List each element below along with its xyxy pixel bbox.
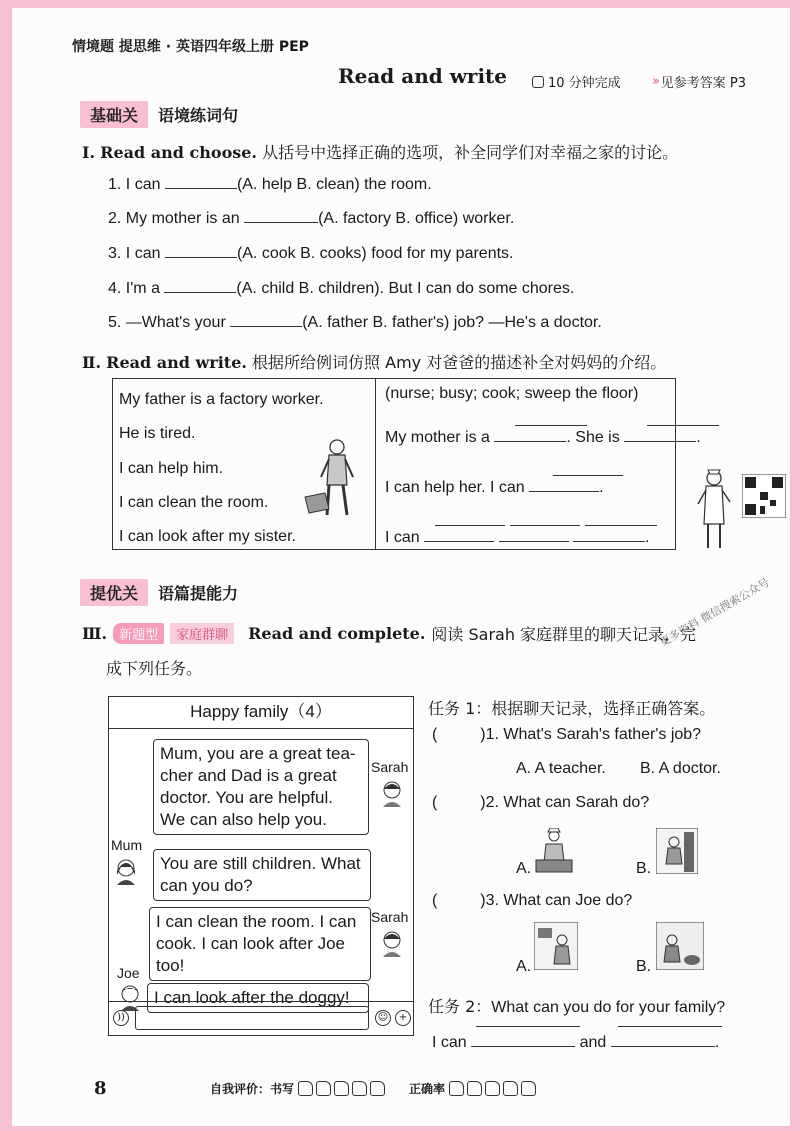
side-watermark: 更多资料 微信搜索公众号 — [657, 575, 772, 650]
task-2-answer-row — [432, 1034, 719, 1052]
self-eval-label: 自我评价：书写 — [210, 1082, 295, 1096]
girl-avatar — [379, 929, 405, 959]
item-pre: I can — [125, 176, 161, 193]
item-number: )2. — [480, 794, 499, 811]
writing-rating[interactable] — [298, 1081, 385, 1096]
row-text: . — [645, 529, 650, 546]
question-instruction: 从括号中选择正确的选项，补全同学们对幸福之家的讨论。 — [262, 143, 679, 162]
q1-item-5 — [108, 314, 602, 332]
row-text: . She is — [566, 429, 620, 446]
factory-worker-illustration — [303, 437, 363, 521]
sender-name: Sarah — [371, 759, 409, 775]
question-instruction-cont: 成下列任务。 — [106, 659, 203, 678]
option-a: A. — [516, 860, 532, 877]
answer-blank[interactable] — [244, 222, 318, 223]
self-evaluation — [210, 1080, 536, 1097]
item-post: (A. factory B. office) worker. — [318, 210, 515, 227]
kitchen-picture — [534, 922, 578, 970]
row-text: . — [714, 1034, 720, 1051]
writing-line — [585, 525, 657, 526]
worksheet-page — [12, 8, 790, 1126]
row-text: . — [599, 479, 604, 496]
page-number: 8 — [94, 1078, 107, 1099]
answer-blank[interactable] — [624, 441, 696, 442]
writing-line — [435, 525, 505, 526]
question-instruction: 阅读 Sarah 家庭群里的聊天记录，完 — [431, 625, 697, 644]
answer-blank[interactable] — [573, 541, 645, 542]
thumb-icon[interactable] — [467, 1081, 482, 1096]
item-number: 5. — [108, 314, 122, 331]
option-b: B. — [636, 958, 652, 975]
item-pre: My mother is an — [125, 210, 240, 227]
task-2-question: What can you do for your family? — [491, 999, 726, 1016]
chat-title: Happy family（4） — [109, 697, 413, 729]
table-divider — [375, 379, 376, 549]
answer-tag — [652, 72, 746, 91]
answer-blank[interactable] — [424, 541, 494, 542]
answer-blank[interactable] — [230, 326, 302, 327]
thumb-icon[interactable] — [334, 1081, 349, 1096]
section-badge: 提优关 — [80, 579, 148, 606]
task-2-title: 任务 2： — [428, 997, 492, 1016]
answer-blank[interactable] — [499, 541, 569, 542]
row-text: I can help her. I can — [385, 479, 525, 496]
cleaning-picture — [656, 828, 698, 874]
writing-line — [618, 1026, 722, 1027]
item-number: 1. — [108, 176, 122, 193]
thumb-icon[interactable] — [485, 1081, 500, 1096]
word-hint: (nurse; busy; cook; sweep the floor) — [385, 385, 639, 402]
item-post: (A. help B. clean) the room. — [236, 176, 432, 193]
task1-q3 — [432, 892, 632, 910]
accuracy-label: 正确率 — [409, 1082, 446, 1096]
add-icon[interactable]: + — [395, 1010, 411, 1026]
item-pre: I'm a — [125, 280, 160, 297]
answer-blank[interactable] — [611, 1046, 715, 1047]
time-tag-label: 10 分钟完成 — [548, 76, 621, 91]
sender-name: Mum — [111, 837, 143, 853]
clock-icon — [532, 76, 544, 88]
q1-item-1 — [108, 176, 432, 194]
item-pre: I can — [125, 245, 161, 262]
section-name: 语境练词句 — [158, 105, 239, 125]
question-number: Ⅰ. — [82, 143, 96, 162]
left-line: I can help him. — [119, 460, 224, 477]
right-row-3 — [385, 529, 650, 547]
paren: ( — [432, 794, 438, 811]
thumb-icon[interactable] — [352, 1081, 367, 1096]
left-line: I can look after my sister. — [119, 528, 296, 545]
chat-message: I can look after the doggy! — [147, 983, 369, 1013]
item-post: (A. father B. father's) job? —He's a doctor. — [302, 314, 602, 331]
chat-input[interactable] — [135, 1006, 369, 1030]
task-1-title: 任务 1：根据聊天记录，选择正确答案。 — [428, 699, 716, 718]
q1-item-4 — [108, 280, 574, 298]
item-number: )1. — [480, 726, 499, 743]
dog-picture — [656, 922, 704, 970]
answer-blank[interactable] — [164, 292, 236, 293]
writing-line — [647, 425, 719, 426]
question-number: Ⅲ. — [82, 624, 108, 643]
writing-line — [553, 475, 623, 476]
chat-message: Mum, you are a great tea-cher and Dad is a great doctor. You are helpful. We can also help you. — [153, 739, 369, 835]
accuracy-rating[interactable] — [449, 1081, 536, 1096]
row-text: . — [696, 429, 701, 446]
writing-line — [510, 525, 580, 526]
option-a: A. A teacher. — [516, 760, 606, 777]
task-2 — [428, 994, 725, 1017]
task1-q2 — [432, 794, 649, 812]
left-line: My father is a factory worker. — [119, 391, 324, 408]
option-b: B. A doctor. — [640, 760, 721, 777]
question-1-heading — [82, 140, 678, 163]
item-number: )3. — [480, 892, 499, 909]
option-a: A. — [516, 958, 532, 975]
time-tag — [532, 72, 621, 91]
right-row-1 — [385, 429, 701, 447]
item-post: (A. child B. children). But I can do some chores. — [236, 280, 575, 297]
question-2-heading — [82, 350, 666, 373]
paren: ( — [432, 892, 438, 909]
question-3-heading — [82, 622, 696, 645]
item-number: 2. — [108, 210, 122, 227]
topic-tag: 家庭群聊 — [170, 623, 234, 644]
double-chevron-icon: ›› — [652, 74, 657, 89]
task1-q1 — [432, 726, 701, 744]
thumb-icon[interactable] — [370, 1081, 385, 1096]
family-chat-window — [108, 696, 414, 1036]
thumb-icon[interactable] — [316, 1081, 331, 1096]
girl-avatar — [379, 779, 405, 809]
answer-blank[interactable] — [529, 491, 599, 492]
chat-message: You are still children. What can you do? — [153, 849, 371, 901]
q1-item-2 — [108, 210, 514, 228]
new-type-tag: 新题型 — [113, 623, 164, 644]
book-title: 情境题 提思维 · 英语四年级上册 PEP — [72, 39, 309, 55]
question-title: Read and write. — [106, 353, 247, 372]
question-instruction: 根据所给例词仿照 Amy 对爸爸的描述补全对妈妈的介绍。 — [252, 353, 667, 372]
mum-avatar — [113, 857, 139, 887]
question-number: Ⅱ. — [82, 353, 102, 372]
row-text: My mother is a — [385, 429, 490, 446]
row-text: and — [579, 1034, 607, 1051]
thumb-icon[interactable] — [298, 1081, 313, 1096]
chat-message: I can clean the room. I can cook. I can look after Joe too! — [149, 907, 371, 981]
thumb-icon[interactable] — [521, 1081, 536, 1096]
item-number: 4. — [108, 280, 122, 297]
left-line: He is tired. — [119, 425, 196, 442]
writing-line — [515, 425, 587, 426]
question-title: Read and choose. — [100, 143, 257, 162]
thumb-icon[interactable] — [503, 1081, 518, 1096]
q1-item-3 — [108, 245, 514, 263]
item-number: 3. — [108, 245, 122, 262]
item-pre: —What's your — [125, 314, 226, 331]
writing-line — [476, 1026, 580, 1027]
section-badge: 基础关 — [80, 101, 148, 128]
row-text: I can — [385, 529, 420, 546]
section-basic — [80, 100, 238, 128]
option-b: B. — [636, 860, 652, 877]
section-advanced — [80, 578, 238, 606]
chat-input-bar — [109, 1001, 413, 1035]
item-post: (A. cook B. cooks) food for my parents. — [236, 245, 514, 262]
paren: ( — [432, 726, 438, 743]
answer-blank[interactable] — [165, 188, 237, 189]
nurse-illustration — [696, 468, 732, 550]
emoji-icon[interactable]: ☺ — [375, 1010, 391, 1026]
right-row-2 — [385, 479, 604, 497]
answer-tag-label: 见参考答案 P3 — [660, 76, 746, 91]
sender-name: Joe — [117, 965, 140, 981]
row-text: I can — [432, 1034, 467, 1051]
describe-table — [112, 378, 701, 550]
qr-code-icon — [742, 474, 786, 518]
voice-icon[interactable]: )) — [113, 1010, 129, 1026]
answer-blank[interactable] — [165, 257, 237, 258]
section-name: 语篇提能力 — [158, 583, 239, 603]
item-text: What can Joe do? — [503, 892, 633, 909]
left-line: I can clean the room. — [119, 494, 269, 511]
answer-blank[interactable] — [494, 441, 566, 442]
cooking-picture — [534, 828, 574, 874]
item-text: What can Sarah do? — [503, 794, 650, 811]
item-text: What's Sarah's father's job? — [503, 726, 702, 743]
sender-name: Sarah — [371, 909, 409, 925]
thumb-icon[interactable] — [449, 1081, 464, 1096]
question-title: Read and complete. — [248, 624, 426, 643]
answer-blank[interactable] — [471, 1046, 575, 1047]
page-title: Read and write — [338, 64, 508, 88]
